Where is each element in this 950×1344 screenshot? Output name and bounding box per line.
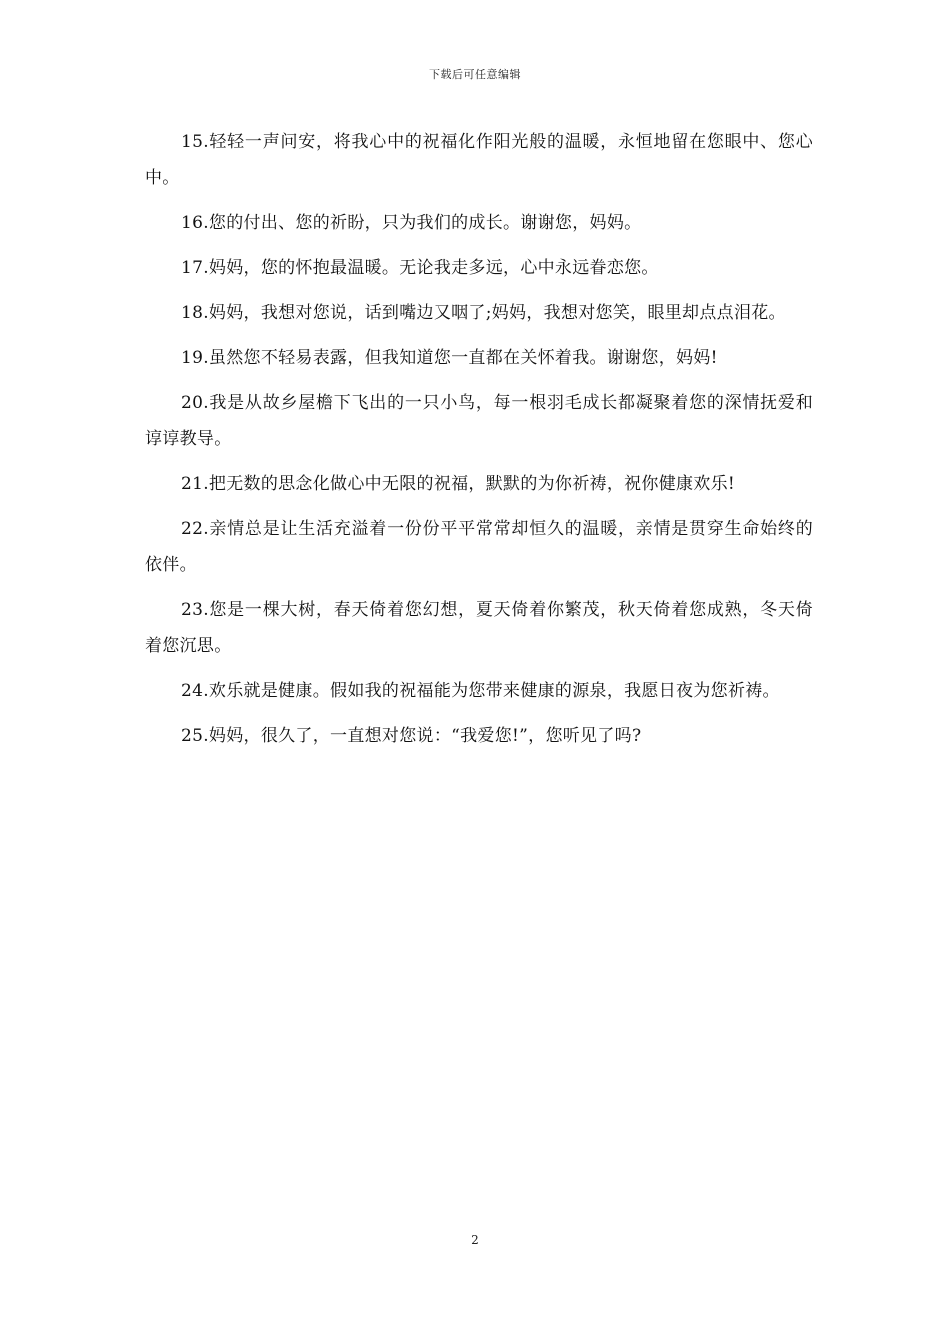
paragraph-22: 22.亲情总是让生活充溢着一份份平平常常却恒久的温暖，亲情是贯穿生命始终的依伴。: [145, 519, 813, 575]
paragraph-15: 15.轻轻一声问安，将我心中的祝福化作阳光般的温暖，永恒地留在您眼中、您心中。: [145, 132, 813, 188]
paragraph-24: 24.欢乐就是健康。假如我的祝福能为您带来健康的源泉，我愿日夜为您祈祷。: [181, 681, 780, 701]
paragraph-19: 19.虽然您不轻易表露，但我知道您一直都在关怀着我。谢谢您，妈妈!: [181, 348, 718, 368]
document-body: [145, 124, 813, 763]
paragraph-25: 25.妈妈，很久了，一直想对您说：“我爱您!”，您听见了吗?: [181, 726, 642, 746]
paragraph-16: 16.您的付出、您的祈盼，只为我们的成长。谢谢您，妈妈。: [181, 213, 642, 233]
paragraph-18: 18.妈妈，我想对您说，话到嘴边又咽了;妈妈，我想对您笑，眼里却点点泪花。: [181, 303, 786, 323]
paragraph-20: 20.我是从故乡屋檐下飞出的一只小鸟，每一根羽毛成长都凝聚着您的深情抚爱和谆谆教导。: [145, 393, 813, 449]
paragraph-17: 17.妈妈，您的怀抱最温暖。无论我走多远，心中永远眷恋您。: [181, 258, 659, 278]
page-header: 下载后可任意编辑: [429, 68, 521, 81]
paragraph-21: 21.把无数的思念化做心中无限的祝福，默默的为你祈祷，祝你健康欢乐!: [181, 474, 736, 494]
page-number: 2: [471, 1233, 479, 1247]
paragraph-23: 23.您是一棵大树，春天倚着您幻想，夏天倚着你繁茂，秋天倚着您成熟，冬天倚着您沉思。: [145, 600, 813, 656]
